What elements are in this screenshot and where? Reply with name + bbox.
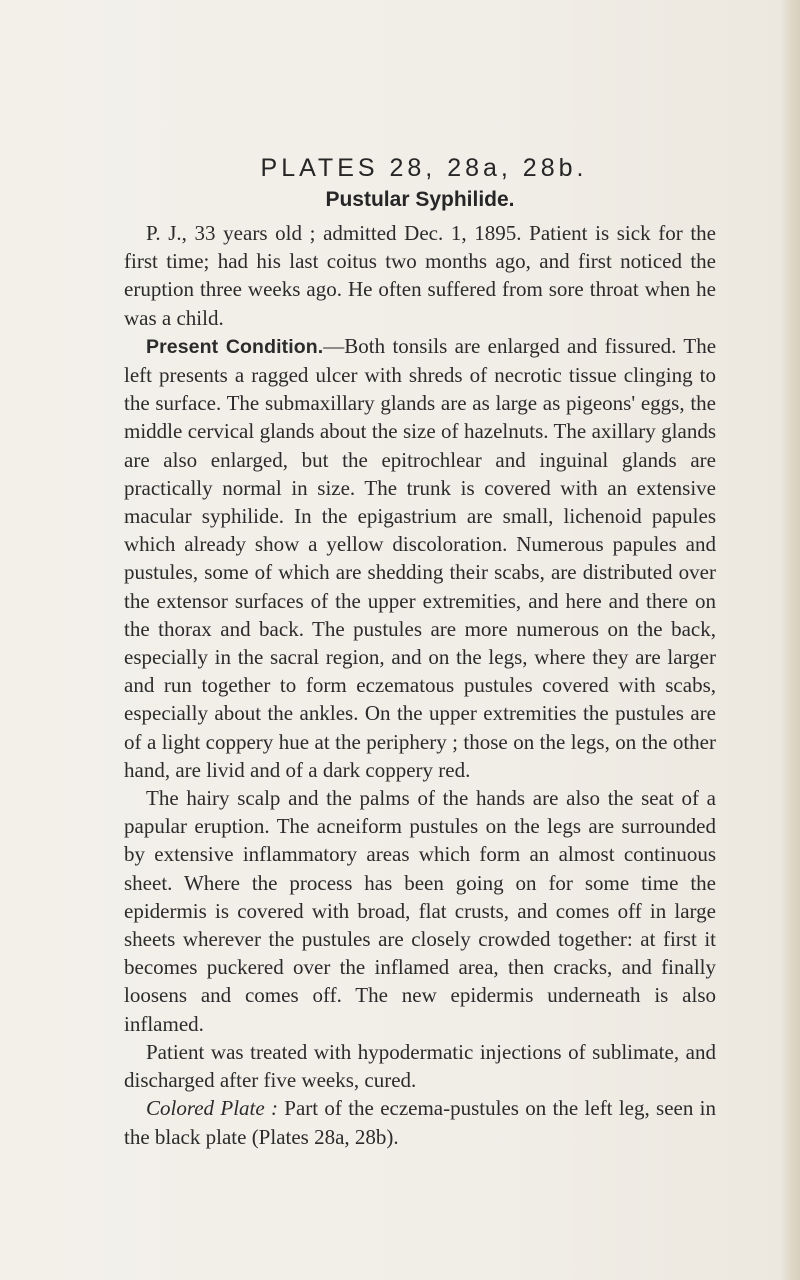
present-condition-paragraph	[124, 332, 716, 784]
colored-plate-paragraph	[124, 1094, 716, 1150]
present-condition-text: —Both tonsils are enlarged and fissured. The left presents a ragged ulcer with shreds of necrotic tissue clinging to the surface. The submaxillary glands are as large as pigeons' eggs, the middle cervical glands about the size of hazelnuts. The axillary glands are also enlarged, but the epitrochlear and inguinal glands are practically normal in size. The trunk is covered with an extensive macular syphilide. In the epigastrium are small, lichenoid papules which already show a yellow discoloration. Numerous papules and pustules, some of which are shedding their scabs, are distributed over the extensor surfaces of the upper extremities, and here and there on the thorax and back. The pustules are more numerous on the back, especially in the sacral region, and on the legs, where they are larger and run together to form eczematous pustules covered with scabs, especially about the ankles. On the upper extremities the pustules are of a light coppery hue at the periphery ; those on the legs, on the other hand, are livid and of a dark coppery red.	[124, 333, 717, 782]
plate-title: PLATES 28, 28a, 28b.	[260, 154, 588, 182]
treatment-paragraph: Patient was treated with hypodermatic injections of sublimate, and discharged after five weeks, cured.	[124, 1039, 716, 1093]
page-edge	[780, 0, 800, 1280]
intro-paragraph: P. J., 33 years old ; admitted Dec. 1, 1895. Patient is sick for the first time; had his last coitus two months ago, and first noticed the eruption three weeks ago. He often suffered from sore throat when he was a child.	[124, 221, 716, 330]
scalp-paragraph: The hairy scalp and the palms of the hands are also the seat of a papular eruption. The acneiform pustules on the legs are surrounded by extensive inflammatory areas which form an almost continuous sheet. Where the process has been going on for some time the epidermis is covered with broad, flat crusts, and comes off in large sheets wherever the pustules are closely crowded together: at first it becomes puckered over the inflamed area, then cracks, and finally loosens and comes off. The new epidermis underneath is also inflamed.	[124, 786, 716, 1036]
present-condition-label: Present Condition.	[146, 335, 324, 358]
case-subtitle: Pustular Syphilide.	[325, 188, 515, 211]
colored-plate-text: Part of the eczema-pustules on the left leg, seen in the black plate (Plates 28a, 28b).	[124, 1096, 716, 1149]
page-content	[124, 152, 716, 1151]
colored-plate-label: Colored Plate :	[146, 1096, 278, 1121]
